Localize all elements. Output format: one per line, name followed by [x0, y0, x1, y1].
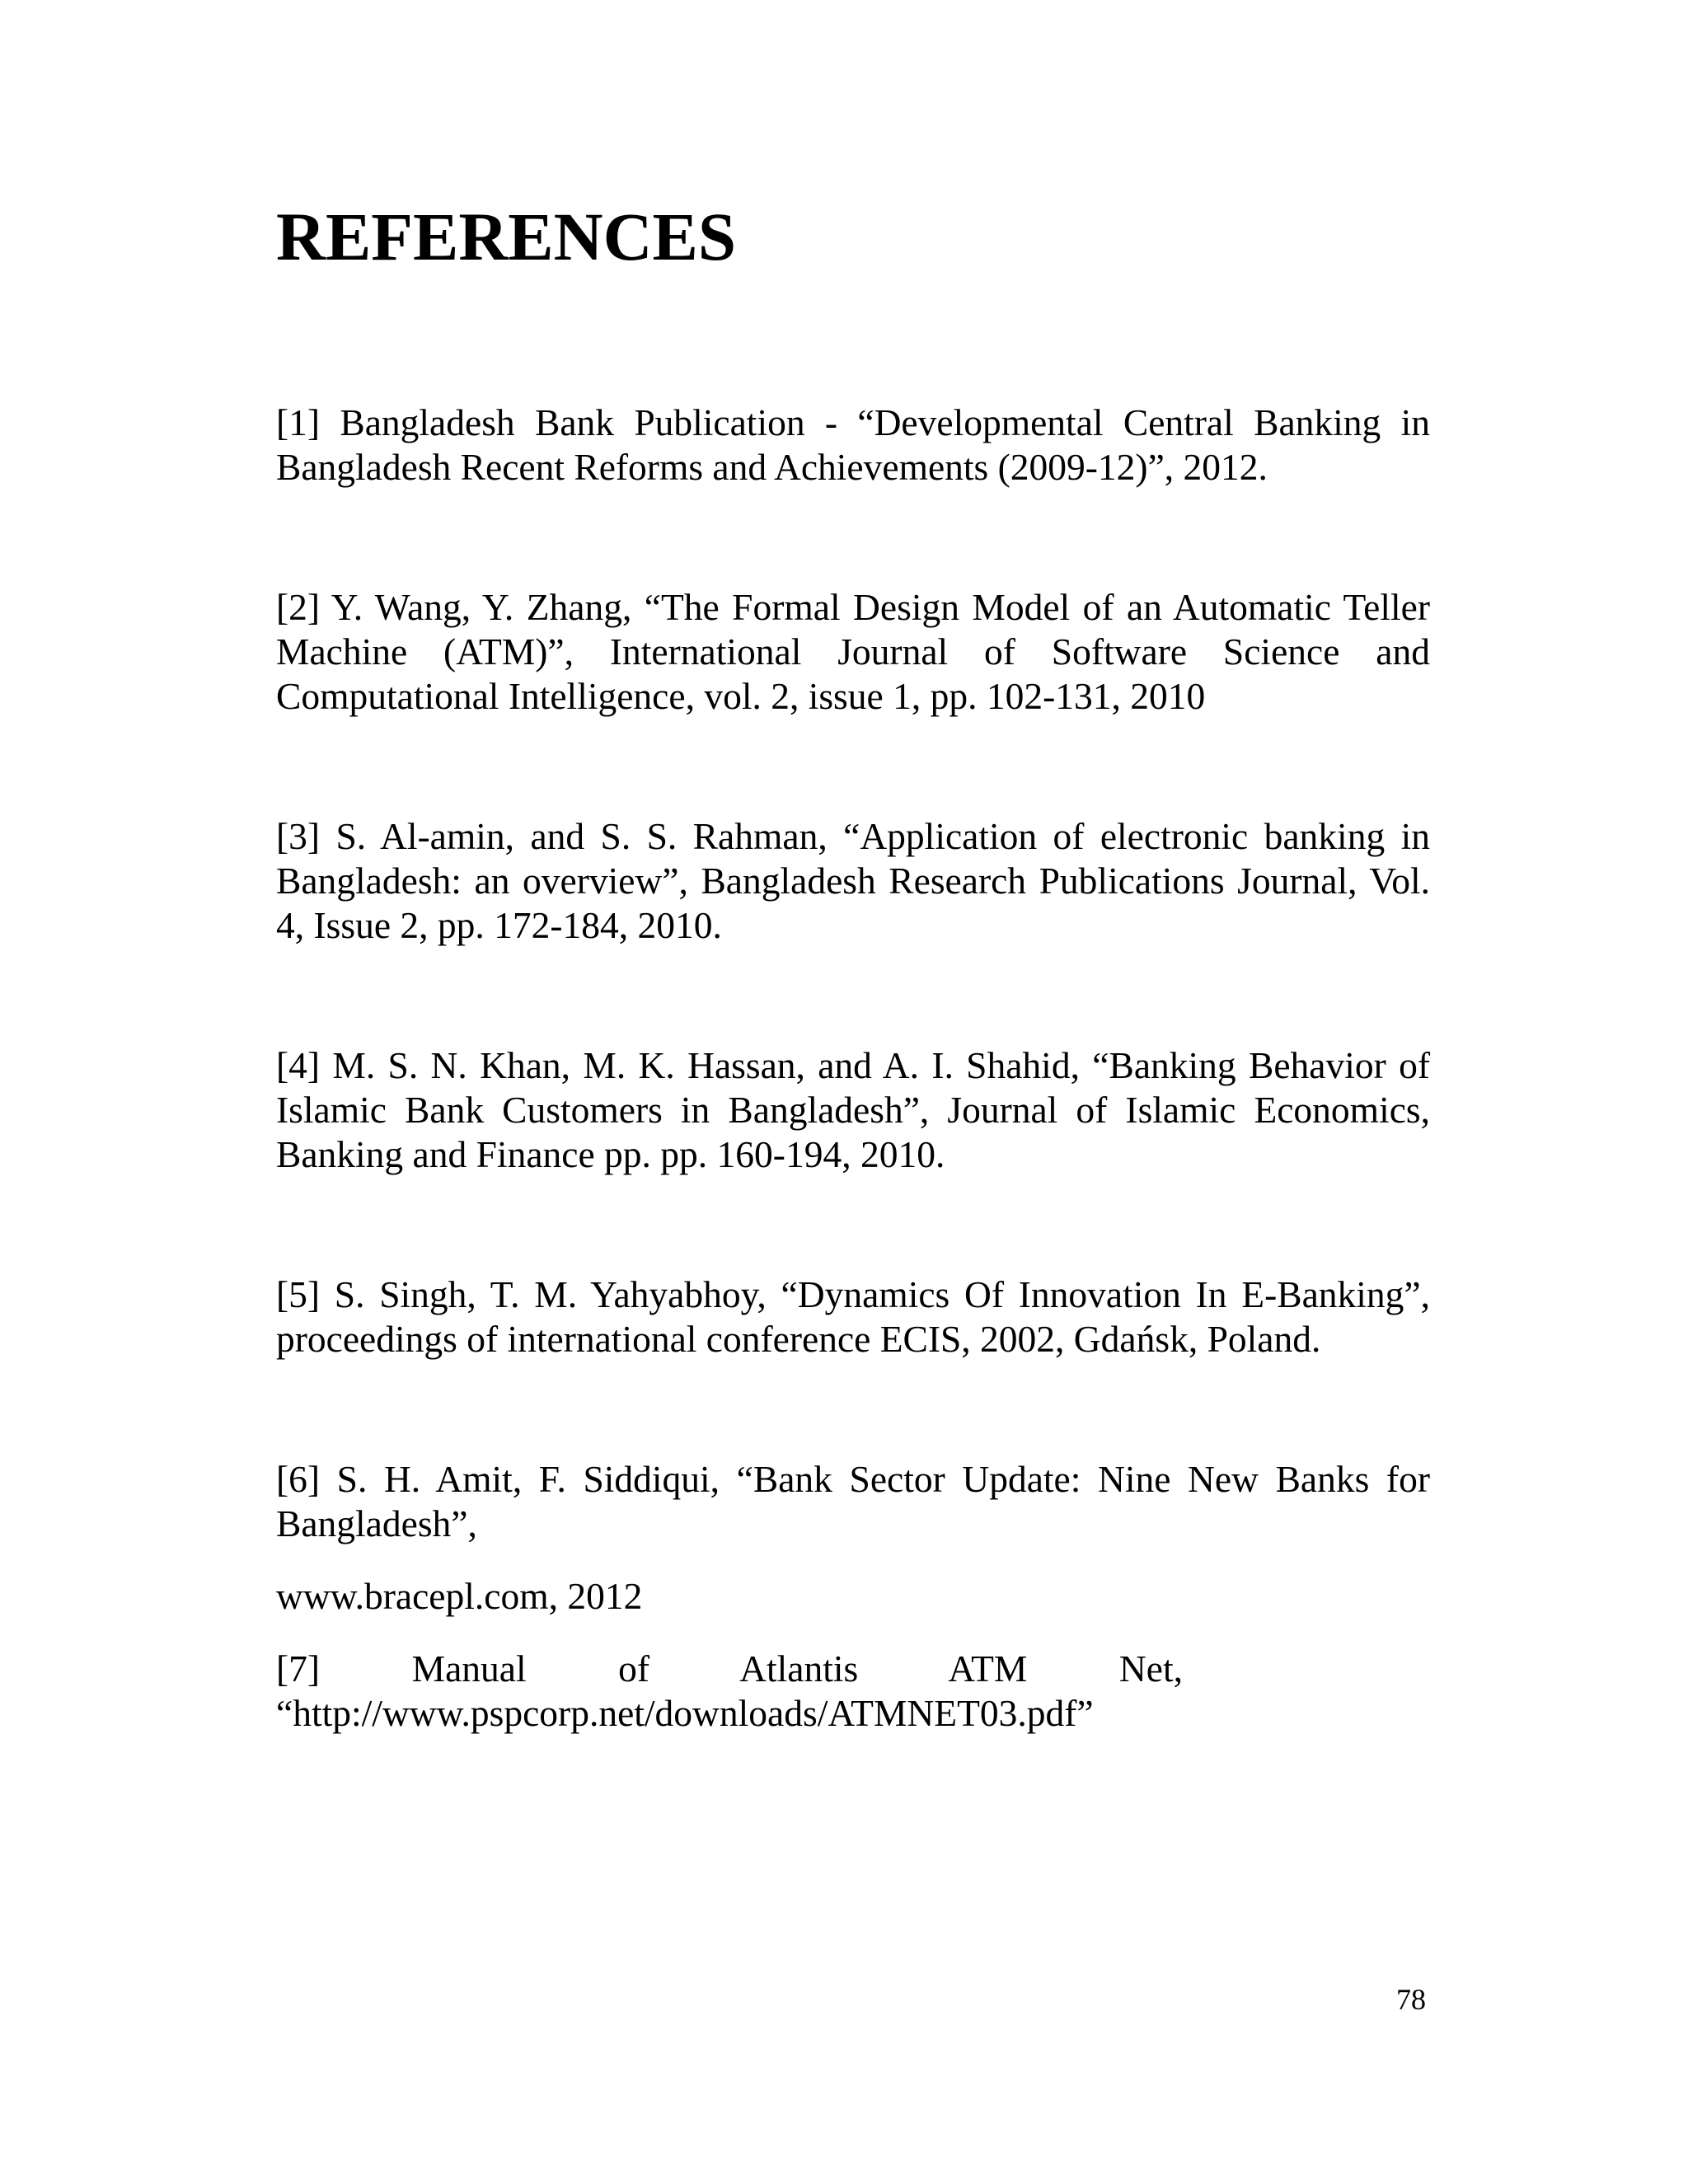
reference-list: [276, 401, 1430, 1736]
reference-2: [2] Y. Wang, Y. Zhang, “The Formal Design Model of an Automatic Teller Machine (ATM)”, International Journal of Software Science and Computational Intelligence, vol. 2, issue 1, pp. 102-131, 2010: [276, 586, 1430, 717]
page-number: 78: [1396, 1983, 1426, 2016]
reference-1: [1] Bangladesh Bank Publication - “Developmental Central Banking in Bangladesh Recent Reforms and Achievements (2009-12)”, 2012.: [276, 401, 1430, 488]
reference-4: [4] M. S. N. Khan, M. K. Hassan, and A. I. Shahid, “Banking Behavior of Islamic Bank Customers in Bangladesh”, Journal of Islamic Economics, Banking and Finance pp. pp. 160-194, 2010.: [276, 1044, 1430, 1175]
reference-3: [3] S. Al-amin, and S. S. Rahman, “Application of electronic banking in Bangladesh: an overview”, Bangladesh Research Publications Journal, Vol. 4, Issue 2, pp. 172-184, 2010.: [276, 815, 1430, 946]
reference-6: [6] S. H. Amit, F. Siddiqui, “Bank Sector Update: Nine New Banks for Bangladesh”,: [276, 1458, 1430, 1544]
reference-5: [5] S. Singh, T. M. Yahyabhoy, “Dynamics Of Innovation In E-Banking”, proceedings of international conference ECIS, 2002, Gdańsk, Poland.: [276, 1273, 1430, 1360]
page-title: REFERENCES: [276, 199, 737, 274]
reference-6-url: www.bracepl.com, 2012: [276, 1575, 643, 1617]
reference-7: [7] Manual of Atlantis ATM Net, “http://www.pspcorp.net/downloads/ATMNET03.pdf”: [276, 1647, 1183, 1734]
